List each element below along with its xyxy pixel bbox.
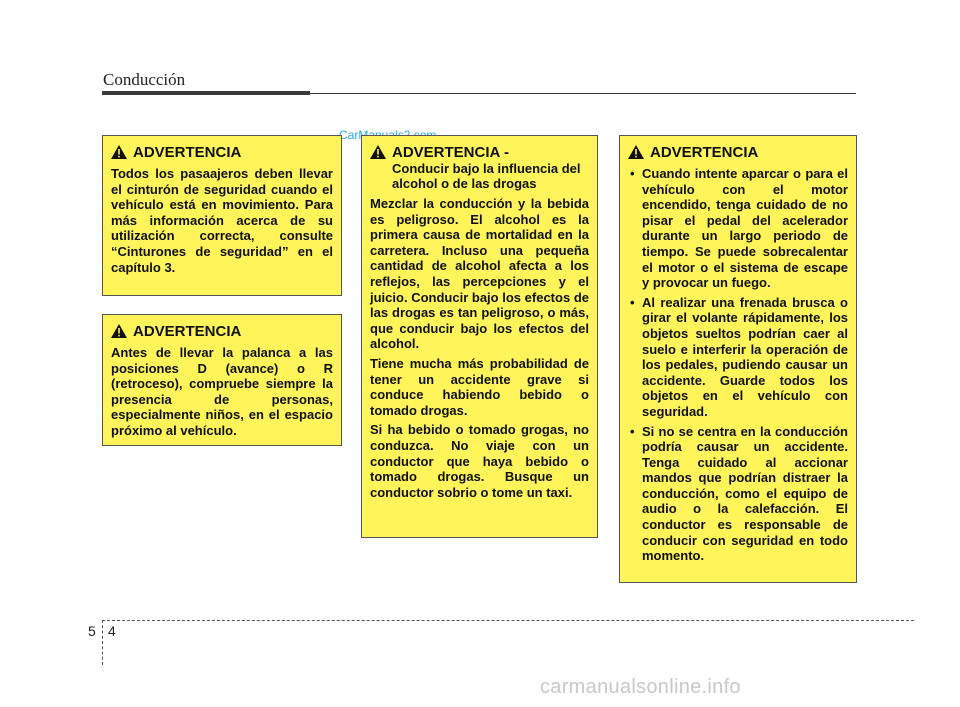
footer-dashed-divider — [102, 620, 103, 665]
warning-text: Todos los pasaajeros deben llevar el cinturón de seguridad cuando el vehículo está en movimiento. Para más información acerca de su utilización correcta, consulte “Cinturones de seguridad” en el capítulo 3. — [111, 166, 333, 275]
chapter-number: 5 — [88, 623, 96, 639]
warning-box-alcohol — [361, 135, 598, 538]
header-rule-thin — [310, 93, 856, 94]
warning-title: ADVERTENCIA — [133, 144, 242, 161]
warning-header — [370, 144, 589, 191]
warning-header — [111, 144, 333, 161]
section-title: Conducción — [103, 70, 186, 89]
warning-triangle-icon — [370, 145, 386, 159]
warning-triangle-icon — [628, 145, 644, 159]
warning-header — [111, 323, 333, 340]
warning-title: ADVERTENCIA — [133, 323, 242, 340]
warning-subtitle: Conducir bajo la influencia del alcohol o de las drogas — [392, 161, 581, 191]
warning-triangle-icon — [111, 324, 127, 338]
warning-box-seatbelt — [102, 135, 342, 296]
warning-box-parking — [619, 135, 857, 583]
footer-dashed-rule — [102, 620, 914, 621]
page-number: 4 — [108, 623, 116, 639]
warning-bullet-list — [628, 166, 848, 564]
watermark-bottom-link[interactable]: carmanualsonline.info — [540, 676, 741, 698]
warning-paragraph: Mezclar la conducción y la bebida es peligroso. El alcohol es la primera causa de mortalidad en la carretera. Incluso una pequeña cantidad de alcohol afecta a los reflejos, las percepciones y el juicio. Conducir bajo los efectos de las drogas es tan peligroso, o más, que conducir bajo los efectos del alcohol. — [370, 196, 589, 352]
warning-paragraph: Tiene mucha más probabilidad de tener un accidente grave si conduce habiendo bebido o tomado drogas. — [370, 355, 589, 418]
warning-paragraph: Si ha bebido o tomado grogas, no conduzca. No viaje con un conductor que haya bebido o tomado drogas. Busque un conductor sobrio o tome un taxi. — [370, 422, 589, 500]
warning-header — [628, 144, 848, 161]
warning-title: ADVERTENCIA — [650, 144, 759, 161]
warning-bullet: • Si no se centra en la conducción podría causar un accidente. Tenga cuidado al accionar mandos que podrían distraer la conducción, como el equipo de audio o la calefacción. El conductor es responsable de conducir con seguridad en todo momento. — [628, 424, 848, 564]
warning-text: Antes de llevar la palanca a las posiciones D (avance) o R (retroceso), compruebe siempre la presencia de personas, especialmente niños, en el espacio próximo al vehículo. — [111, 345, 333, 438]
warning-triangle-icon — [111, 145, 127, 159]
warning-box-gear — [102, 314, 342, 446]
header-rule-thick — [102, 91, 310, 95]
warning-title: ADVERTENCIA - — [392, 144, 509, 161]
warning-bullet: • Cuando intente aparcar o para el vehículo con el motor encendido, tenga cuidado de no pisar el pedal del acelerador durante un largo periodo de tiempo. Se puede sobrecalentar el motor o el sistema de escape y provocar un fuego. — [628, 166, 848, 291]
warning-bullet: • Al realizar una frenada brusca o girar el volante rápidamente, los objetos sueltos podrían caer al suelo e interferir la operación de los pedales, pudiendo causar un accidente. Guarde todos los objetos en el vehículo con seguridad. — [628, 295, 848, 420]
